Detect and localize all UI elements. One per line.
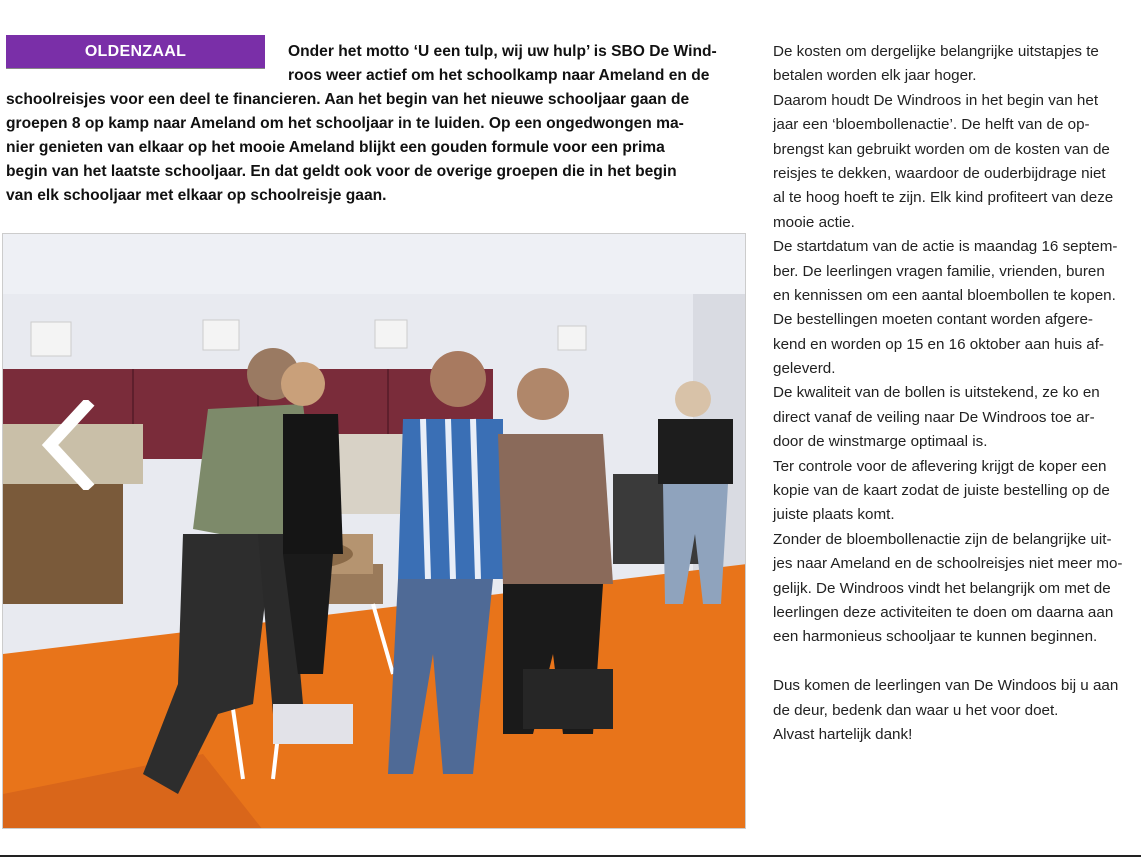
- body-line: jaar een ‘bloembollenactie’. De helft van de op-: [773, 116, 1090, 134]
- body-line: jes naar Ameland en de schoolreisjes niet meer mo-: [773, 555, 1123, 573]
- bottom-divider: [0, 855, 1141, 857]
- body-line: mooie actie.: [773, 213, 855, 231]
- body-line: kopie van de kaart zodat de juiste bestelling op de: [773, 482, 1110, 500]
- closing-line: Dus komen de leerlingen van De Windoos bij u aan: [773, 677, 1119, 695]
- intro-line: groepen 8 op kamp naar Ameland om het schooljaar in te luiden. Op een ongedwongen ma-: [6, 115, 684, 132]
- body-line: Zonder de bloembollenactie zijn de belangrijke uit-: [773, 530, 1112, 548]
- body-line: een harmonieus schooljaar te kunnen beginnen.: [773, 628, 1098, 646]
- closing-line: de deur, bedenk dan waar u het voor doet.: [773, 701, 1059, 719]
- chevron-left-icon[interactable]: [38, 400, 98, 490]
- body-line: reisjes te dekken, waardoor de ouderbijdrage niet: [773, 164, 1106, 182]
- body-line: kend en worden op 15 en 16 oktober aan huis af-: [773, 335, 1104, 353]
- body-line: geleverd.: [773, 360, 836, 378]
- body-line: door de winstmarge optimaal is.: [773, 433, 988, 451]
- body-line: Daarom houdt De Windroos in het begin van het: [773, 91, 1099, 109]
- body-line: leerlingen deze activiteiten te doen om daarna aan: [773, 603, 1114, 621]
- body-line: direct vanaf de veiling naar De Windroos toe ar-: [773, 408, 1095, 426]
- intro-line: roos weer actief om het schoolkamp naar Ameland en de: [288, 67, 710, 84]
- body-line: De kosten om dergelijke belangrijke uitstapjes te: [773, 43, 1099, 60]
- tag-underline: [6, 68, 265, 69]
- body-line: De bestellingen moeten contant worden afgere-: [773, 311, 1093, 329]
- article-body-column: [773, 40, 1135, 747]
- body-line: al te hoog hoeft te zijn. Elk kind profiteert van deze: [773, 189, 1114, 207]
- body-line: Ter controle voor de aflevering krijgt de koper een: [773, 457, 1107, 475]
- intro-line: van elk schooljaar met elkaar op schoolreisje gaan.: [6, 187, 387, 204]
- closing-line: Alvast hartelijk dank!: [773, 725, 913, 743]
- body-line: De startdatum van de actie is maandag 16 septem-: [773, 238, 1118, 256]
- intro-line: schoolreisjes voor een deel te financieren. Aan het begin van het nieuwe schooljaar gaan de: [6, 91, 690, 108]
- intro-line: Onder het motto ‘U een tulp, wij uw hulp’ is SBO De Wind-: [288, 43, 717, 60]
- body-line: brengst kan gebruikt worden om de kosten van de: [773, 140, 1110, 158]
- intro-line: begin van het laatste schooljaar. En dat geldt ook voor de overige groepen die in het begin: [6, 163, 677, 180]
- location-tag: OLDENZAAL: [6, 35, 265, 68]
- intro-lead-top: [288, 40, 748, 88]
- article-photo: [2, 233, 746, 829]
- intro-lead-full: [6, 88, 751, 208]
- body-line: gelijk. De Windroos vindt het belangrijk om met de: [773, 579, 1111, 597]
- photo-illustration: [3, 234, 746, 829]
- body-line: betalen worden elk jaar hoger.: [773, 67, 977, 85]
- body-line: De kwaliteit van de bollen is uitstekend, ze ko en: [773, 384, 1100, 402]
- paragraph-gap: [773, 650, 1135, 674]
- body-line: juiste plaats komt.: [773, 506, 895, 524]
- body-line: ber. De leerlingen vragen familie, vrienden, buren: [773, 262, 1105, 280]
- intro-line: nier genieten van elkaar op het mooie Ameland blijkt een gouden formule voor een prima: [6, 139, 665, 156]
- body-line: en kennissen om een aantal bloembollen te kopen.: [773, 286, 1116, 304]
